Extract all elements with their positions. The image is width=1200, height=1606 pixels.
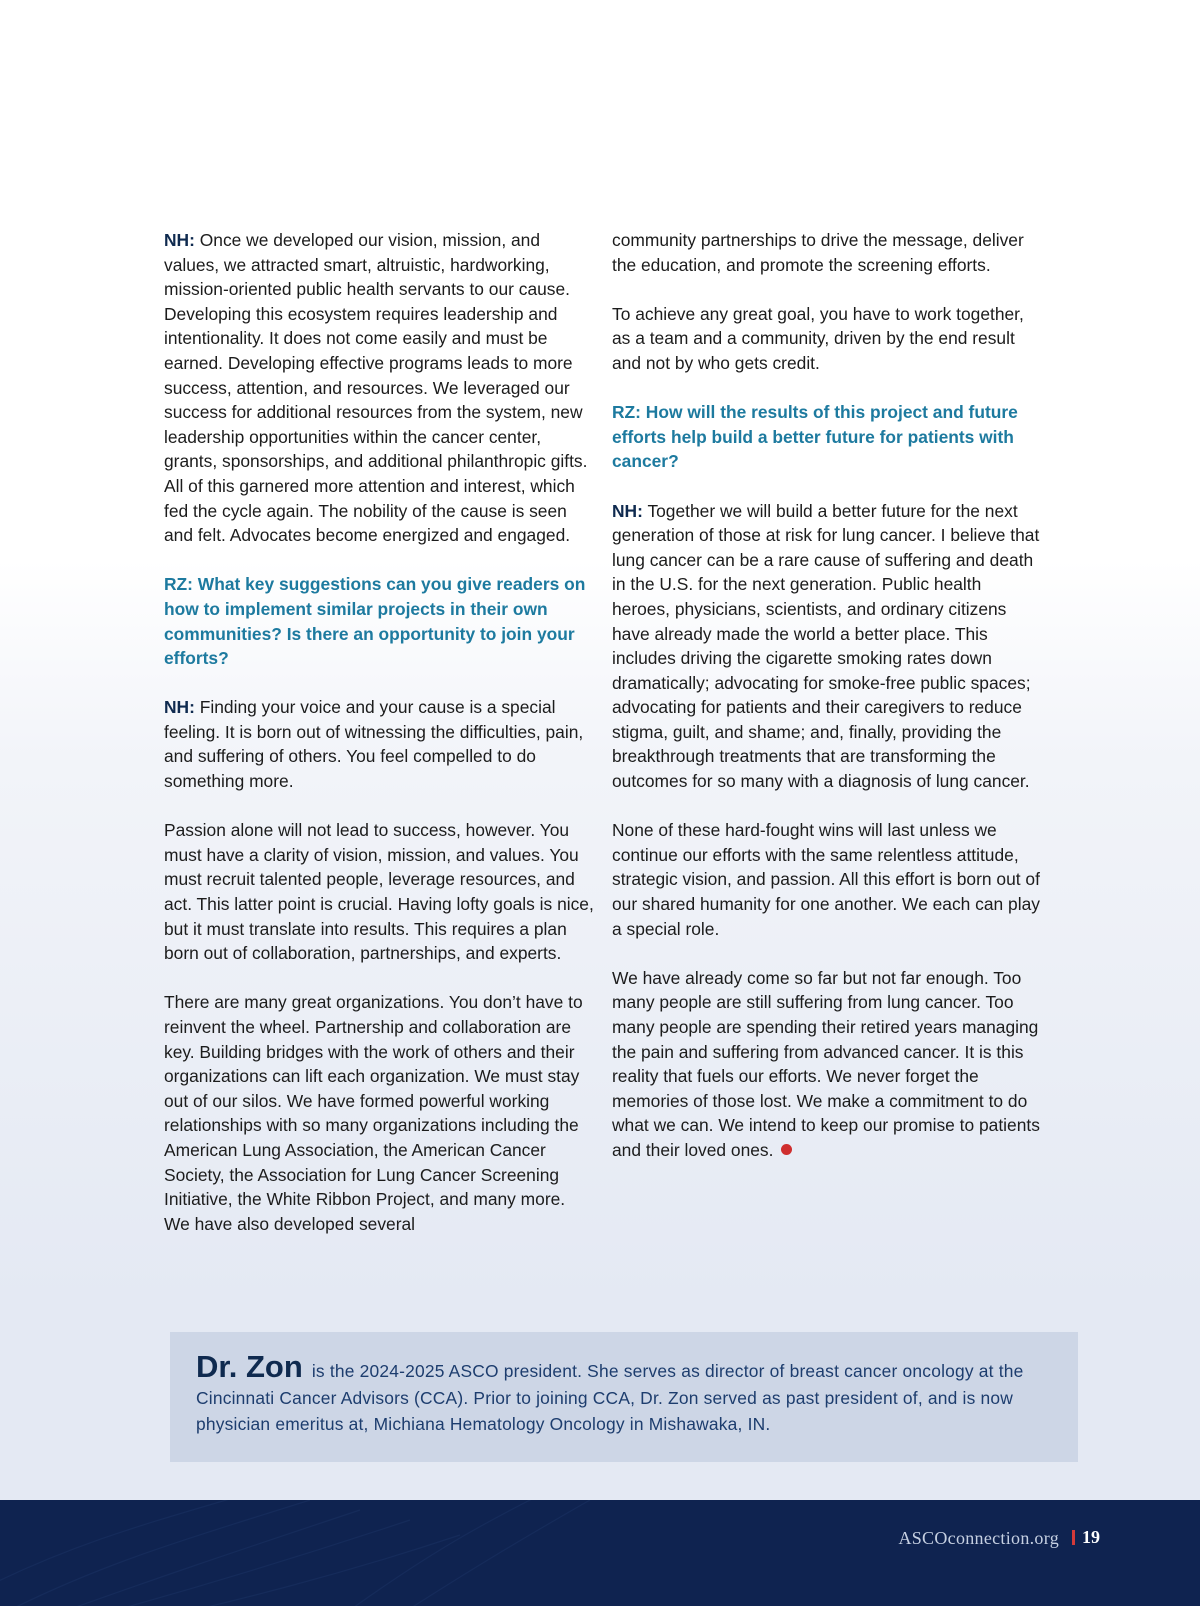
bio-text: is the 2024-2025 ASCO president. She serves as director of breast cancer oncology at the Cincinnati Cancer Advisors (CCA). Prior to joining CCA, Dr. Zon served as past president of, and is now physician emeritus at, Michiana Hematology Oncology in Mishawaka, IN.: [196, 1361, 1024, 1435]
page-footer: [0, 1500, 1200, 1606]
speaker-label: NH:: [164, 697, 195, 718]
paragraph: [612, 966, 1040, 1163]
footer-separator: [1072, 1530, 1075, 1545]
paragraph: community partnerships to drive the message, deliver the education, and promote the screening efforts.: [612, 230, 1024, 275]
paragraph-text: Finding your voice and your cause is a special feeling. It is born out of witnessing the difficulties, pain, and suffering of others. You feel compelled to do something more.: [164, 697, 584, 792]
page-number: 19: [1082, 1527, 1100, 1547]
paragraph: To achieve any great goal, you have to work together, as a team and a community, driven by the end result and not by who gets credit.: [612, 303, 1024, 373]
footer-site-name: ASCOconnection.org: [898, 1528, 1059, 1548]
paragraph: [612, 499, 1040, 794]
bio-name: Dr. Zon: [196, 1349, 303, 1384]
paragraph-text: We have already come so far but not far enough. Too many people are still suffering from lung cancer. Too many people are spending their retired years managing the pain and suffering from advanced cancer. It is this reality that fuels our efforts. We never forget the memories of those lost. We make a commitment to do what we can. We intend to keep our promise to patients and their loved ones.: [612, 967, 1040, 1160]
end-of-article-mark: [781, 1144, 792, 1155]
paragraph: [164, 695, 594, 793]
interview-question: RZ: What key suggestions can you give readers on how to implement similar projects in their own communities? Is there an opportunity to join your efforts?: [164, 574, 586, 669]
paragraph: Passion alone will not lead to success, however. You must have a clarity of vision, mission, and values. You must recruit talented people, leverage resources, and act. This latter point is crucial. Having lofty goals is nice, but it must translate into results. This requires a plan born out of collaboration, partnerships, and experts.: [164, 820, 594, 964]
paragraph-text: Once we developed our vision, mission, and values, we attracted smart, altruistic, hardworking, mission-oriented public health servants to our cause. Developing this ecosystem requires leadership and intentionality. It does not come easily and must be earned. Developing effective programs leads to more success, attention, and resources. We leveraged our success for additional resources from the system, new leadership opportunities within the cancer center, grants, sponsorships, and additional philanthropic gifts. All of this garnered more attention and interest, which fed the cycle again. The nobility of the cause is seen and felt. Advocates become energized and engaged.: [164, 230, 588, 546]
left-column: [164, 228, 594, 1261]
speaker-label: NH:: [612, 500, 643, 521]
paragraph: None of these hard-fought wins will last unless we continue our efforts with the same relentless attitude, strategic vision, and passion. All this effort is born out of our shared humanity for one another. We each can play a special role.: [612, 820, 1040, 939]
paragraph: [164, 228, 594, 548]
paragraph: There are many great organizations. You don’t have to reinvent the wheel. Partnership and collaboration are key. Building bridges with the work of others and their organizations can lift each organization. We must stay out of our silos. We have formed powerful working relationships with so many organizations including the American Lung Association, the American Cancer Society, the Association for Lung Cancer Screening Initiative, the White Ribbon Project, and many more. We have also developed several: [164, 992, 583, 1234]
speaker-label: NH:: [164, 230, 195, 250]
right-column: [612, 228, 1040, 1187]
interview-question: RZ: How will the results of this project and future efforts help build a better future for patients with cancer?: [612, 402, 1018, 472]
author-bio-box: [170, 1332, 1078, 1462]
footer-wave-texture: [0, 1500, 1200, 1606]
paragraph-text: Together we will build a better future for the next generation of those at risk for lung cancer. I believe that lung cancer can be a rare cause of suffering and death in the U.S. for the next generation. Public health heroes, physicians, scientists, and ordinary citizens have already made the world a better place. This includes driving the cigarette smoking rates down dramatically; advocating for smoke-free public spaces; advocating for patients and their caregivers to reduce stigma, guilt, and shame; and, finally, providing the breakthrough treatments that are transforming the outcomes for so many with a diagnosis of lung cancer.: [612, 500, 1040, 792]
